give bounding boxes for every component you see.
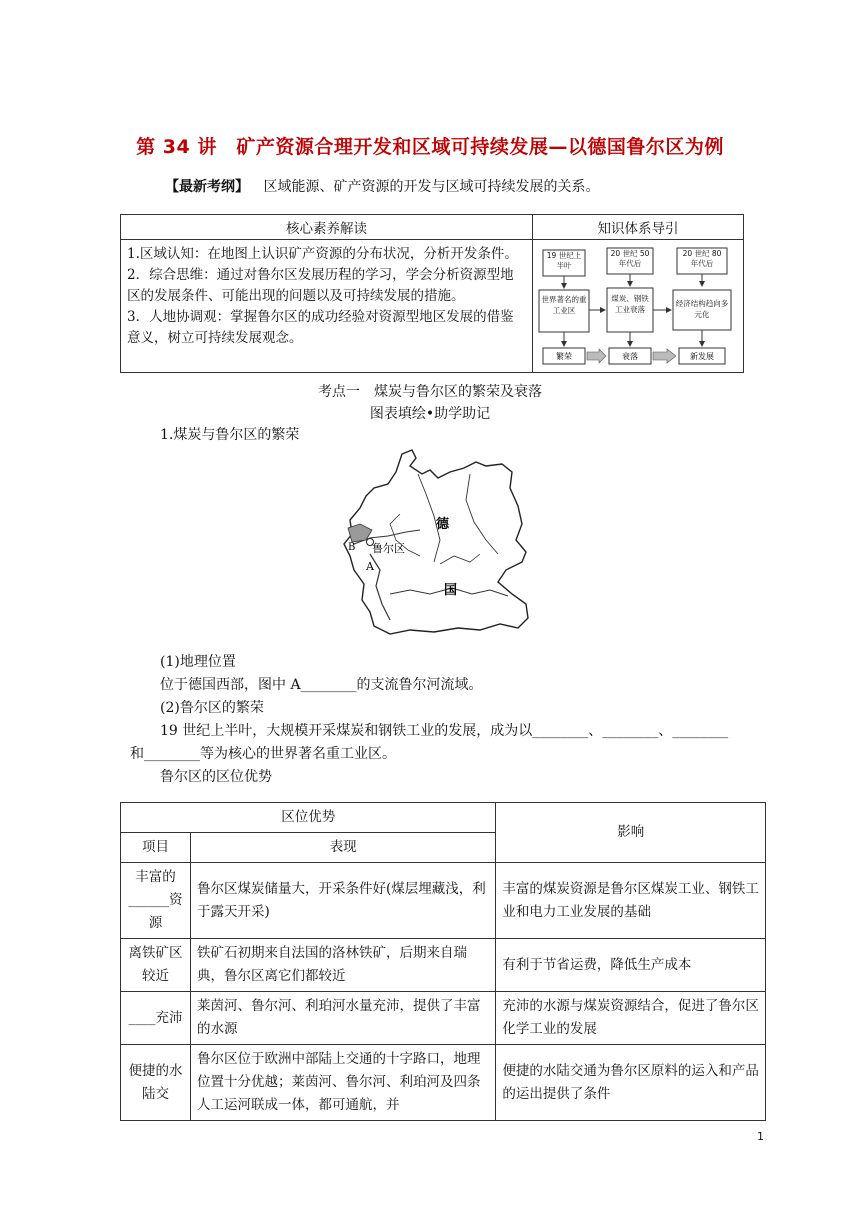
stage-label-3: 新发展 [690,352,714,361]
flow-arrow-2 [653,349,676,363]
header-item: 项目 [121,833,191,863]
flow-arrow-1 [587,349,606,363]
map-label-de: 德 [436,517,450,532]
prosperity-text: 19 世纪上半叶，大规模开采煤炭和钢铁工业的发展，成为以________、________、________和________等为核心的世界著名重工业区。 [130,723,729,762]
map-label-ruhr: 鲁尔区 [372,542,405,555]
exam-outline-text: 区域能源、矿产资源的开发与区域可持续发展的关系。 [263,179,600,195]
state-label-3: 经济结构趋向多元化 [675,299,729,319]
header-location-advantage: 区位优势 [121,803,496,833]
exam-outline [165,176,599,196]
table-row [121,1045,766,1121]
row-effect: 便捷的水陆交通为鲁尔区原料的运入和产品的运出提供了条件 [496,1045,766,1121]
map-label-a: A [366,560,374,573]
stage-label-2: 衰落 [622,352,638,361]
period-label-1: 19 世纪上半叶 [546,251,582,270]
location-text: 位于德国西部，图中 A________的支流鲁尔河流域。 [160,677,483,693]
row-effect: 充沛的水源与煤炭资源结合，促进了鲁尔区化学工业的发展 [496,992,766,1045]
prosperity-heading: (2)鲁尔区的繁荣 [160,700,264,716]
location-heading: (1)地理位置 [160,654,236,670]
knowledge-diagram-cell [533,240,744,373]
state-label-1: 世界著名的重工业区 [541,295,587,315]
knowledge-flow-diagram [533,240,743,372]
exam-outline-label: 【最新考纲】 [165,179,249,195]
row-item: ____充沛 [121,992,191,1045]
header-effect: 影响 [496,803,766,863]
stage-label-1: 繁荣 [556,352,572,361]
literacy-item-3: 3．人地协调观：掌握鲁尔区的成功经验对资源型地区发展的借鉴意义，树立可持续发展观念。 [127,309,514,346]
row-item: 离铁矿区较近 [121,939,191,992]
table-row [121,992,766,1045]
core-literacy-table [120,214,744,373]
table-row [121,939,766,992]
germany-map [330,444,545,644]
location-advantage-table [120,802,766,1121]
map-label-b: B [348,542,356,553]
section-heading: 考点一 煤炭与鲁尔区的繁荣及衰落 [318,384,542,400]
row-show: 莱茵河、鲁尔河、利珀河水量充沛，提供了丰富的水源 [190,992,495,1045]
row-effect: 丰富的煤炭资源是鲁尔区煤炭工业、钢铁工业和电力工业发展的基础 [496,863,766,939]
core-literacy-header: 核心素养解读 [121,215,533,240]
row-show: 鲁尔区位于欧洲中部陆上交通的十字路口，地理位置十分优越；莱茵河、鲁尔河、利珀河及四条人工运河联成一体，都可通航，并 [190,1045,495,1121]
header-performance: 表现 [190,833,495,863]
state-label-2: 煤炭、钢铁工业衰落 [611,294,649,314]
core-literacy-content [121,240,533,373]
page-number: 1 [757,1130,764,1143]
row-show: 鲁尔区煤炭储量大，开采条件好(煤层埋藏浅，利于露天开采) [190,863,495,939]
map-label-guo: 国 [444,583,458,598]
location-advantages-label: 鲁尔区的区位优势 [160,769,272,785]
table-row [121,863,766,939]
row-effect: 有利于节省运费，降低生产成本 [496,939,766,992]
section-subheading: 图表填绘•助学助记 [369,406,491,422]
row-item: 丰富的______资源 [121,863,191,939]
page-title: 第 34 讲 矿产资源合理开发和区域可持续发展—以德国鲁尔区为例 [136,136,724,158]
knowledge-system-header: 知识体系导引 [533,215,744,240]
period-label-2: 20 世纪 50 年代后 [610,249,650,268]
row-item: 便捷的水陆交 [121,1045,191,1121]
period-label-3: 20 世纪 80 年代后 [682,249,722,268]
row-show: 铁矿石初期来自法国的洛林铁矿，后期来自瑞典，鲁尔区离它们都较近 [190,939,495,992]
literacy-item-2: 2．综合思维：通过对鲁尔区发展历程的学习，学会分析资源型地区的发展条件、可能出现的问题以及可持续发展的措施。 [127,267,514,304]
subsection-title: 1.煤炭与鲁尔区的繁荣 [160,427,300,443]
literacy-item-1: 1.区域认知：在地图上认识矿产资源的分布状况，分析开发条件。 [127,246,518,262]
